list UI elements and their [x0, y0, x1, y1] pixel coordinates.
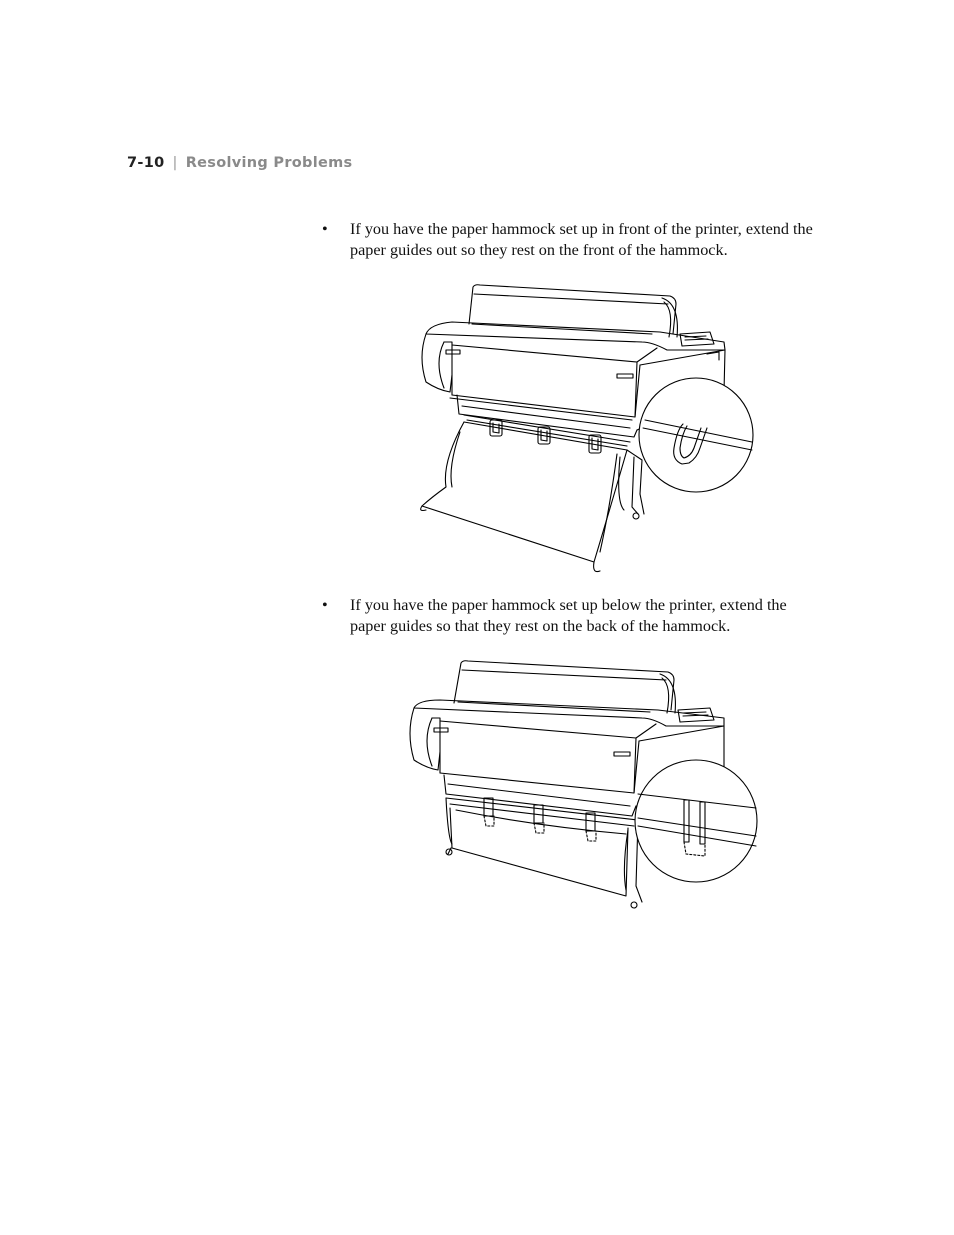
- bullet-text: [350, 219, 830, 261]
- bullet-text-line-1: If you have the paper hammock set up below the printer, extend the: [350, 596, 787, 614]
- header-separator: |: [172, 155, 178, 171]
- bullet-marker: •: [322, 220, 328, 238]
- bullet-text-line-2: paper guides so that they rest on the back of the hammock.: [350, 617, 731, 635]
- bullet-marker: •: [322, 596, 328, 614]
- page-number: 7-10: [127, 155, 165, 171]
- bullet-text-line-2: paper guides out so they rest on the front of the hammock.: [350, 241, 728, 259]
- bullet-text: [350, 595, 830, 637]
- illustration-hammock-below: [406, 658, 760, 910]
- illustration-hammock-front: [412, 282, 757, 577]
- running-header: [127, 155, 353, 171]
- bullet-text-line-1: If you have the paper hammock set up in front of the printer, extend the: [350, 220, 813, 238]
- section-title: Resolving Problems: [185, 155, 353, 171]
